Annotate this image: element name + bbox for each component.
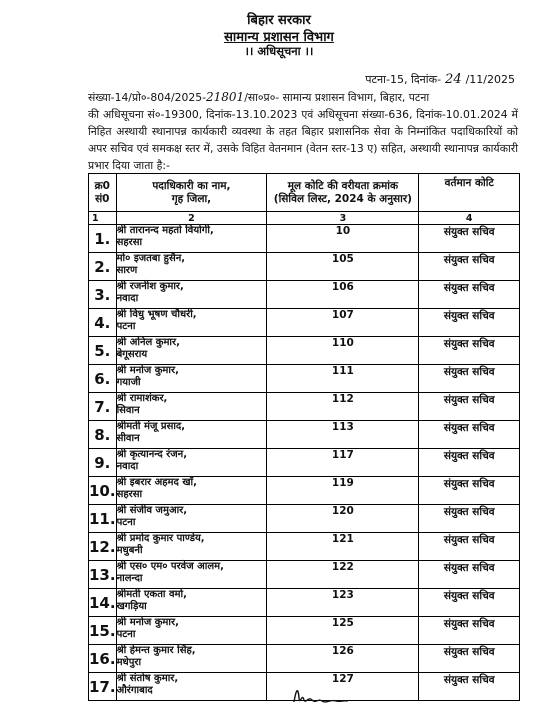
current-designation: संयुक्त सचिव xyxy=(419,281,520,309)
officer-name: श्री इबरार अहमद खाँ, xyxy=(116,477,197,488)
serial-number: 6. xyxy=(89,365,117,393)
header-name xyxy=(116,174,267,212)
seniority-rank: 121 xyxy=(267,533,419,561)
officers-table xyxy=(88,173,520,701)
column-number: 4 xyxy=(419,212,520,225)
notification-text: की अधिसूचना सं०-19300, दिनांक-13.10.2023 एवं अधिसूचना संख्या-636, दिनांक-10.01.2024 में निहित अस्थायी स्थानापन्न कार्यकारी व्यवस्था के तहत बिहार प्रशासनिक सेवा के निम्नांकित पदाधिकारियों को अपर सचिव एवं समकक्ष स्तर में, उसके विहित वेतनमान (वेतन स्तर-13 ए) सहित, अस्थायी स्थानापन्न कार्यकारी प्रभार दिया जाता है:- xyxy=(88,108,518,172)
seniority-rank: 106 xyxy=(267,281,419,309)
reference-suffix: /सा०प्र०- सामान्य प्रशासन विभाग, बिहार, पटना xyxy=(244,91,430,104)
header-rank xyxy=(267,174,419,212)
officer-cell xyxy=(116,309,267,337)
officer-name: श्री संतोष कुमार, xyxy=(116,673,179,684)
serial-number: 8. xyxy=(89,421,117,449)
signature-mark xyxy=(290,680,350,708)
officer-cell xyxy=(116,281,267,309)
serial-number: 12. xyxy=(89,533,117,561)
officer-cell xyxy=(116,449,267,477)
table-row xyxy=(89,225,520,253)
serial-number: 16. xyxy=(89,645,117,673)
home-district: सीवान xyxy=(116,433,140,444)
seniority-rank: 120 xyxy=(267,505,419,533)
column-number-row xyxy=(89,212,520,225)
officer-name: श्री हेमन्त कुमार सिंह, xyxy=(116,645,196,656)
officer-cell xyxy=(116,533,267,561)
notice-type: ।। अधिसूचना ।। xyxy=(244,44,314,58)
header-name-line1: पदाधिकारी का नाम, xyxy=(152,179,231,192)
notification-body xyxy=(88,89,518,174)
column-number: 3 xyxy=(267,212,419,225)
serial-number: 9. xyxy=(89,449,117,477)
current-designation: संयुक्त सचिव xyxy=(419,533,520,561)
header-rank-line2: (सिविल लिस्ट, 2024 के अनुसार) xyxy=(273,192,412,205)
officer-name: श्री एस० एम० परवेज आलम, xyxy=(116,561,224,572)
current-designation: संयुक्त सचिव xyxy=(419,673,520,701)
serial-number: 2. xyxy=(89,253,117,281)
officer-name: श्री प्रमोद कुमार पाण्डेय, xyxy=(116,533,205,544)
table-row xyxy=(89,309,520,337)
officer-name: श्री विधु भूषण चौधरी, xyxy=(116,309,197,320)
officer-cell xyxy=(116,589,267,617)
seniority-rank: 125 xyxy=(267,617,419,645)
home-district: नवादा xyxy=(116,461,139,472)
officer-cell xyxy=(116,561,267,589)
date-month-year: /11/2025 xyxy=(465,73,515,86)
officer-cell xyxy=(116,673,267,701)
serial-number: 13. xyxy=(89,561,117,589)
current-designation: संयुक्त सचिव xyxy=(419,225,520,253)
table-row xyxy=(89,253,520,281)
date-line xyxy=(300,72,515,87)
serial-number: 1. xyxy=(89,225,117,253)
current-designation: संयुक्त सचिव xyxy=(419,589,520,617)
current-designation: संयुक्त सचिव xyxy=(419,561,520,589)
handwritten-number: 21801 xyxy=(206,90,245,104)
serial-number: 7. xyxy=(89,393,117,421)
serial-number: 3. xyxy=(89,281,117,309)
home-district: पटना xyxy=(116,629,136,640)
seniority-rank: 122 xyxy=(267,561,419,589)
home-district: नवादा xyxy=(116,293,139,304)
current-designation: संयुक्त सचिव xyxy=(419,253,520,281)
officer-cell xyxy=(116,253,267,281)
officer-name: श्री रजनीश कुमार, xyxy=(116,281,184,292)
seniority-rank: 119 xyxy=(267,477,419,505)
officer-name: श्री मनोज कुमार, xyxy=(116,365,179,376)
home-district: गयाजी xyxy=(116,377,141,388)
officer-name: श्री मनोज कुमार, xyxy=(116,617,179,628)
seniority-rank: 107 xyxy=(267,309,419,337)
serial-number: 5. xyxy=(89,337,117,365)
current-designation: संयुक्त सचिव xyxy=(419,393,520,421)
officer-name: श्रीमती एकता वर्मा, xyxy=(116,589,187,600)
seniority-rank: 111 xyxy=(267,365,419,393)
table-row xyxy=(89,337,520,365)
officer-cell xyxy=(116,617,267,645)
table-row xyxy=(89,617,520,645)
header-designation: वर्तमान कोटि xyxy=(419,174,520,212)
current-designation: संयुक्त सचिव xyxy=(419,617,520,645)
officer-name: श्री अनिल कुमार, xyxy=(116,337,180,348)
current-designation: संयुक्त सचिव xyxy=(419,449,520,477)
serial-number: 10. xyxy=(89,477,117,505)
government-title: बिहार सरकार xyxy=(247,13,311,28)
officer-cell xyxy=(116,645,267,673)
home-district: सिवान xyxy=(116,405,140,416)
seniority-rank: 123 xyxy=(267,589,419,617)
home-district: मधेपुरा xyxy=(116,657,142,668)
current-designation: संयुक्त सचिव xyxy=(419,337,520,365)
officer-cell xyxy=(116,421,267,449)
column-number: 1 xyxy=(89,212,117,225)
seniority-rank: 105 xyxy=(267,253,419,281)
table-row xyxy=(89,505,520,533)
column-number: 2 xyxy=(116,212,267,225)
home-district: बेगूसराय xyxy=(116,349,148,360)
seniority-rank: 117 xyxy=(267,449,419,477)
officer-cell xyxy=(116,225,267,253)
date-place: पटना-15, दिनांक- xyxy=(365,73,442,86)
home-district: पटना xyxy=(116,321,136,332)
header-rank-line1: मूल कोटि की वरीयता क्रमांक xyxy=(287,179,399,192)
officer-name: श्री संजीव जमुआर, xyxy=(116,505,188,516)
department-title xyxy=(0,27,558,45)
header-name-line2: गृह जिला, xyxy=(171,192,212,205)
table-row xyxy=(89,561,520,589)
home-district: सहरसा xyxy=(116,237,143,248)
table-row xyxy=(89,477,520,505)
home-district: खगड़िया xyxy=(116,601,147,612)
officer-cell xyxy=(116,477,267,505)
reference-prefix: संख्या-14/प्रो०-804/2025- xyxy=(88,91,207,104)
home-district: औरंगाबाद xyxy=(116,685,153,696)
home-district: मधुबनी xyxy=(116,545,143,556)
table-row xyxy=(89,365,520,393)
table-row xyxy=(89,281,520,309)
current-designation: संयुक्त सचिव xyxy=(419,477,520,505)
officer-name: श्री रामाशंकर, xyxy=(116,393,168,404)
seniority-rank: 113 xyxy=(267,421,419,449)
reference-line xyxy=(88,89,518,106)
seniority-rank: 10 xyxy=(267,225,419,253)
officer-name: मो० इजतबा हुसैन, xyxy=(116,253,186,264)
table-row xyxy=(89,589,520,617)
officer-cell xyxy=(116,365,267,393)
seniority-rank: 112 xyxy=(267,393,419,421)
officer-cell xyxy=(116,393,267,421)
handwritten-day: 24 xyxy=(445,72,462,87)
table-row xyxy=(89,449,520,477)
serial-number: 4. xyxy=(89,309,117,337)
current-designation: संयुक्त सचिव xyxy=(419,421,520,449)
header-serial: क्र0 सं0 xyxy=(89,174,117,212)
officer-name: श्रीमती मंजू प्रसाद, xyxy=(116,421,186,432)
officer-name: श्री कृत्यानन्द रंजन, xyxy=(116,449,187,460)
officer-cell xyxy=(116,337,267,365)
seniority-rank: 110 xyxy=(267,337,419,365)
serial-number: 17. xyxy=(89,673,117,701)
table-row xyxy=(89,421,520,449)
table-row xyxy=(89,645,520,673)
officer-cell xyxy=(116,505,267,533)
seniority-rank: 126 xyxy=(267,645,419,673)
current-designation: संयुक्त सचिव xyxy=(419,645,520,673)
home-district: नालन्दा xyxy=(116,573,143,584)
table-row xyxy=(89,533,520,561)
officer-name: श्री तारानन्द महतो वियोगी, xyxy=(116,225,214,236)
home-district: पटना xyxy=(116,517,136,528)
serial-number: 11. xyxy=(89,505,117,533)
current-designation: संयुक्त सचिव xyxy=(419,365,520,393)
serial-number: 14. xyxy=(89,589,117,617)
seniority-rank: 127 xyxy=(267,673,419,701)
table-row xyxy=(89,393,520,421)
table-header-row xyxy=(89,174,520,212)
current-designation: संयुक्त सचिव xyxy=(419,309,520,337)
current-designation: संयुक्त सचिव xyxy=(419,505,520,533)
home-district: सहरसा xyxy=(116,489,143,500)
home-district: सारण xyxy=(116,265,138,276)
serial-number: 15. xyxy=(89,617,117,645)
department-name: सामान्य प्रशासन विभाग xyxy=(224,30,334,45)
